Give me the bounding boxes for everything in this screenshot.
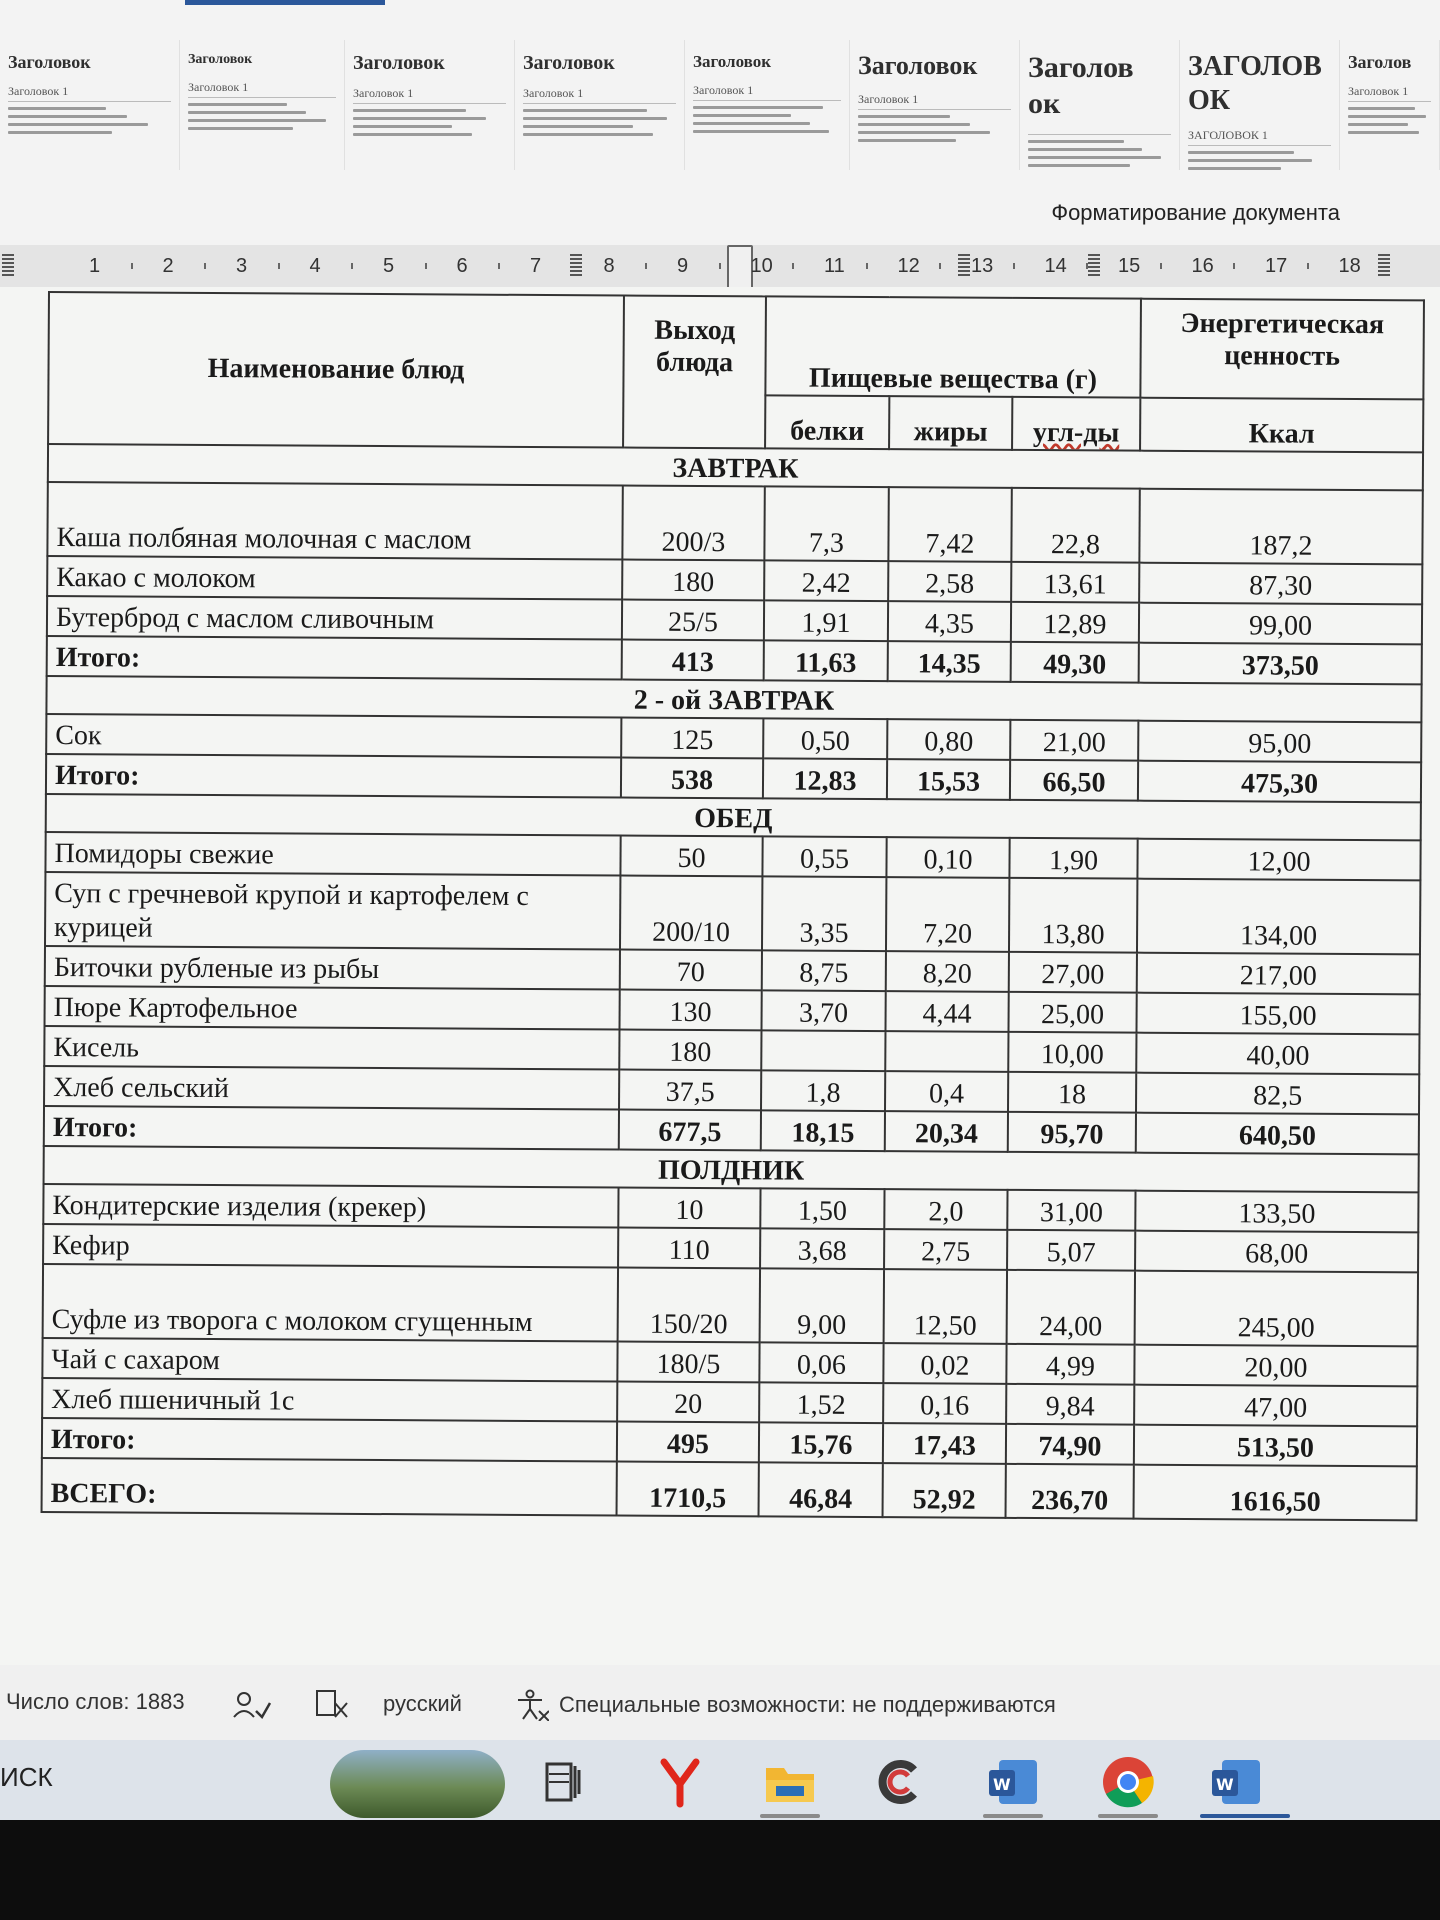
value-cell: 12,89	[1011, 602, 1139, 643]
style-preview-lines	[1348, 107, 1431, 134]
ruler-tick	[719, 263, 721, 269]
table-row	[43, 1264, 1418, 1346]
value-cell: 11,63	[764, 640, 888, 681]
menu-table-body	[42, 444, 1424, 1520]
value-cell: 133,50	[1135, 1191, 1418, 1233]
ruler-number: 7	[530, 255, 542, 277]
ruler-number: 15	[1118, 255, 1141, 277]
value-cell: 99,00	[1139, 603, 1422, 645]
header-protein: белки	[765, 395, 889, 449]
total-row	[42, 1458, 1417, 1520]
value-cell: 8,20	[886, 951, 1009, 992]
value-cell: 5,07	[1007, 1230, 1135, 1271]
horizontal-ruler[interactable]	[0, 245, 1440, 288]
value-cell: 13,61	[1011, 562, 1139, 603]
task-view-icon[interactable]	[535, 1754, 591, 1810]
language-label: русский	[383, 1691, 462, 1716]
value-cell: 2,42	[764, 560, 888, 601]
value-cell: 4,44	[885, 991, 1008, 1032]
word-running-indicator	[983, 1814, 1043, 1818]
ruler-column-marker[interactable]	[2, 254, 14, 276]
ruler-number: 12	[897, 255, 920, 277]
dish-name-cell: Чай с сахаром	[42, 1338, 617, 1382]
value-cell: 9,00	[760, 1268, 884, 1343]
value-cell: 1710,5	[617, 1461, 759, 1516]
value-cell: 66,50	[1010, 760, 1138, 801]
value-cell: 495	[617, 1421, 759, 1462]
value-cell: 150/20	[618, 1268, 760, 1343]
language-status[interactable]	[315, 1689, 462, 1719]
style-subheading: Заголовок 1	[693, 83, 841, 101]
value-cell: 0,50	[763, 718, 887, 759]
header-energy: Энергетическая ценность	[1140, 299, 1424, 399]
value-cell: 7,42	[888, 487, 1011, 562]
value-cell: 513,50	[1134, 1425, 1417, 1467]
section-title: 2 - ой ЗАВТРАК	[46, 676, 1421, 722]
word-count[interactable]	[6, 1689, 185, 1715]
ruler-tick	[278, 263, 280, 269]
value-cell: 2,75	[884, 1229, 1007, 1270]
ruler-tick	[939, 263, 941, 269]
value-cell: 20,00	[1134, 1345, 1417, 1387]
value-cell: 3,68	[760, 1228, 884, 1269]
document-formatting-label[interactable]: Форматирование документа	[1051, 200, 1340, 225]
style-heading: Заголовок	[523, 52, 615, 74]
style-heading: ЗАГОЛОВ ОК	[1188, 51, 1322, 116]
dish-name-cell: Каша полбяная молочная с маслом	[47, 482, 622, 560]
value-cell: 134,00	[1137, 879, 1420, 955]
header-dish-name: Наименование блюд	[48, 292, 624, 448]
search-highlight-image[interactable]	[330, 1750, 505, 1818]
ruler-number: 10	[750, 255, 773, 277]
ruler-tick	[792, 263, 794, 269]
ruler-number: 17	[1265, 255, 1288, 277]
style-preview-lines	[693, 106, 841, 133]
taskbar-search-box[interactable]	[0, 1762, 53, 1793]
section-title: ПОЛДНИК	[44, 1146, 1419, 1192]
dish-name-cell: Суп с гречневой крупой и картофелем с курицей	[45, 872, 620, 950]
ruler-tick	[1307, 263, 1309, 269]
value-cell: 155,00	[1137, 993, 1420, 1035]
active-tab-indicator	[185, 0, 385, 5]
value-cell: 180	[619, 1030, 761, 1071]
ruler-tick	[425, 263, 427, 269]
dish-name-cell: ВСЕГО:	[42, 1458, 617, 1516]
value-cell: 82,5	[1136, 1073, 1419, 1115]
value-cell: 74,90	[1006, 1424, 1134, 1465]
monitor-bezel	[0, 1820, 1440, 1920]
style-subheading: Заголовок 1	[858, 92, 1011, 110]
style-subheading: Заголовок 1	[523, 86, 676, 104]
ruler-tick	[866, 263, 868, 269]
style-heading: Заголовок	[353, 52, 445, 74]
header-carbs	[1012, 397, 1140, 451]
word-icon-active[interactable]	[1208, 1754, 1264, 1810]
value-cell: 0,06	[759, 1342, 883, 1383]
style-preview-lines	[188, 103, 336, 130]
word-active-indicator	[1200, 1814, 1290, 1818]
value-cell: 10	[618, 1188, 760, 1229]
value-cell: 217,00	[1137, 953, 1420, 995]
style-heading: Заголовок	[693, 52, 772, 71]
value-cell: 1,8	[761, 1070, 885, 1111]
style-subheading: ЗАГОЛОВОК 1	[1188, 128, 1331, 146]
value-cell: 413	[622, 640, 764, 681]
svg-text:W: W	[1216, 1775, 1234, 1794]
style-subheading	[1028, 132, 1171, 135]
ruler-tick	[1160, 263, 1162, 269]
dish-name-cell: Кисель	[44, 1026, 619, 1070]
menu-table	[41, 291, 1425, 1521]
ruler-tick	[204, 263, 206, 269]
value-cell: 2,0	[884, 1189, 1007, 1230]
value-cell: 52,92	[883, 1463, 1006, 1518]
value-cell: 1,50	[760, 1188, 884, 1229]
dish-name-cell: Кефир	[43, 1224, 618, 1268]
value-cell: 677,5	[619, 1110, 761, 1151]
value-cell: 1,91	[764, 600, 888, 641]
style-heading: Заголов	[1348, 52, 1412, 72]
value-cell: 373,50	[1139, 643, 1422, 685]
document-page[interactable]	[0, 287, 1440, 1665]
value-cell: 245,00	[1135, 1271, 1418, 1347]
value-cell: 87,30	[1139, 563, 1422, 605]
value-cell: 15,76	[759, 1422, 883, 1463]
dish-name-cell: Какао с молоком	[47, 556, 622, 600]
value-cell: 40,00	[1136, 1033, 1419, 1075]
value-cell: 22,8	[1011, 488, 1139, 563]
style-card-7[interactable]	[1180, 40, 1340, 170]
value-cell: 1,90	[1009, 838, 1137, 879]
value-cell: 27,00	[1009, 952, 1137, 993]
header-yield: Выход блюда	[623, 296, 766, 449]
value-cell: 50	[620, 836, 762, 877]
style-card-5[interactable]	[850, 40, 1020, 170]
value-cell: 1616,50	[1134, 1465, 1417, 1521]
section-title: ОБЕД	[46, 794, 1421, 840]
value-cell: 21,00	[1010, 720, 1138, 761]
value-cell: 13,80	[1009, 878, 1137, 953]
accessibility-label: Специальные возможности: не поддерживаются	[559, 1692, 1056, 1717]
value-cell: 200/3	[622, 486, 764, 561]
value-cell: 18,15	[761, 1110, 885, 1151]
style-card-6[interactable]	[1020, 40, 1180, 170]
header-fat: жиры	[889, 396, 1012, 450]
value-cell: 8,75	[762, 950, 886, 991]
value-cell: 10,00	[1008, 1032, 1136, 1073]
value-cell	[761, 1030, 885, 1071]
value-cell: 130	[619, 990, 761, 1031]
value-cell: 24,00	[1007, 1270, 1135, 1345]
value-cell: 15,53	[887, 759, 1010, 800]
style-subheading: Заголовок 1	[1348, 84, 1431, 102]
value-cell: 3,70	[761, 990, 885, 1031]
dish-name-cell: Биточки рубленые из рыбы	[45, 946, 620, 990]
value-cell: 14,35	[888, 641, 1011, 682]
ruler-number: 11	[824, 255, 845, 277]
accessibility-icon	[515, 1689, 549, 1721]
style-card-8[interactable]	[1340, 40, 1440, 170]
value-cell: 2,58	[888, 561, 1011, 602]
ruler-tick	[1233, 263, 1235, 269]
value-cell: 70	[620, 950, 762, 991]
style-preview-lines	[1188, 151, 1331, 170]
accessibility-status[interactable]	[515, 1689, 1056, 1721]
value-cell: 18	[1008, 1072, 1136, 1113]
svg-text:W: W	[993, 1775, 1011, 1794]
dish-name-cell: Помидоры свежие	[45, 832, 620, 876]
value-cell: 640,50	[1136, 1113, 1419, 1155]
style-preview-lines	[1028, 140, 1171, 167]
value-cell: 200/10	[620, 876, 762, 951]
status-bar	[0, 1665, 1440, 1740]
value-cell: 110	[618, 1228, 760, 1269]
ruler-tick	[498, 263, 500, 269]
value-cell: 538	[621, 758, 763, 799]
style-heading: Заголовок	[858, 51, 978, 80]
ccleaner-icon[interactable]	[872, 1754, 928, 1810]
style-heading: Заголовок	[188, 52, 253, 67]
proofing-icon[interactable]	[232, 1689, 272, 1721]
value-cell: 17,43	[883, 1423, 1006, 1464]
dish-name-cell: Хлеб пшеничный 1с	[42, 1378, 617, 1422]
dish-name-cell: Итого:	[42, 1418, 617, 1462]
table-row	[45, 872, 1420, 954]
dish-name-cell: Сок	[46, 714, 621, 758]
yandex-browser-icon[interactable]	[652, 1754, 708, 1810]
chrome-running-indicator	[1098, 1814, 1158, 1818]
style-card-3[interactable]	[515, 40, 685, 170]
style-heading: Заголов ок	[1028, 51, 1134, 120]
style-card-2[interactable]	[345, 40, 515, 170]
value-cell: 125	[621, 718, 763, 759]
value-cell: 9,84	[1006, 1384, 1134, 1425]
ruler-number: 8	[603, 255, 615, 277]
ruler-number: 4	[309, 255, 321, 277]
header-carbs-label: угл-ды	[1032, 417, 1120, 449]
value-cell: 12,00	[1137, 839, 1420, 881]
ribbon	[0, 0, 1440, 246]
ruler-tick	[351, 263, 353, 269]
value-cell: 95,70	[1008, 1112, 1136, 1153]
ruler-tick	[131, 263, 133, 269]
header-nutrients: Пищевые вещества (г)	[765, 296, 1141, 397]
language-icon	[315, 1689, 349, 1719]
value-cell: 12,50	[884, 1269, 1007, 1344]
value-cell: 7,3	[764, 486, 888, 561]
ruler-number: 9	[677, 255, 689, 277]
value-cell: 4,35	[888, 601, 1011, 642]
value-cell: 7,20	[886, 877, 1009, 952]
taskbar	[0, 1740, 1440, 1820]
dish-name-cell: Бутерброд с маслом сливочным	[47, 596, 622, 640]
value-cell: 37,5	[619, 1070, 761, 1111]
value-cell: 0,16	[883, 1383, 1006, 1424]
ruler-column-marker[interactable]	[1088, 254, 1100, 276]
value-cell: 46,84	[759, 1462, 883, 1517]
value-cell: 25,00	[1008, 992, 1136, 1033]
value-cell: 95,00	[1138, 721, 1421, 763]
value-cell: 12,83	[763, 758, 887, 799]
header-kcal: Ккал	[1140, 397, 1423, 452]
dish-name-cell: Итого:	[44, 1106, 619, 1150]
dish-name-cell: Кондитерские изделия (крекер)	[43, 1184, 618, 1228]
ruler-number: 2	[162, 255, 174, 277]
chrome-icon[interactable]	[1100, 1754, 1156, 1810]
value-cell: 47,00	[1134, 1385, 1417, 1427]
dish-name-cell: Суфле из творога с молоком сгущенным	[43, 1264, 618, 1342]
style-heading: Заголовок	[8, 52, 91, 72]
ruler-number: 1	[89, 255, 101, 277]
dish-name-cell: Итого:	[47, 636, 622, 680]
style-preview-lines	[523, 109, 676, 136]
value-cell: 187,2	[1139, 489, 1422, 565]
section-title: ЗАВТРАК	[48, 444, 1423, 490]
value-cell: 0,4	[885, 1071, 1008, 1112]
value-cell: 236,70	[1006, 1464, 1134, 1519]
file-explorer-icon[interactable]	[762, 1754, 818, 1810]
ruler-number: 3	[236, 255, 248, 277]
ruler-tick	[645, 263, 647, 269]
ruler-number: 13	[971, 255, 994, 277]
ruler-column-marker[interactable]	[958, 254, 970, 276]
dish-name-cell: Хлеб сельский	[44, 1066, 619, 1110]
value-cell: 31,00	[1007, 1190, 1135, 1231]
value-cell: 4,99	[1006, 1344, 1134, 1385]
style-card-4[interactable]	[685, 40, 850, 170]
value-cell: 0,02	[883, 1343, 1006, 1384]
dish-name-cell: Пюре Картофельное	[45, 986, 620, 1030]
ruler-number: 18	[1338, 255, 1361, 277]
value-cell: 0,55	[762, 836, 886, 877]
word-icon[interactable]	[985, 1754, 1041, 1810]
value-cell: 68,00	[1135, 1231, 1418, 1273]
ruler-number: 6	[456, 255, 468, 277]
dish-name-cell: Итого:	[46, 754, 621, 798]
styles-gallery[interactable]	[0, 40, 1440, 180]
value-cell: 25/5	[622, 600, 764, 641]
style-subheading: Заголовок 1	[353, 86, 506, 104]
value-cell: 0,80	[887, 719, 1010, 760]
value-cell: 49,30	[1011, 642, 1139, 683]
ruler-number: 16	[1191, 255, 1214, 277]
value-cell: 20,34	[885, 1111, 1008, 1152]
value-cell	[885, 1031, 1008, 1072]
value-cell: 180	[622, 560, 764, 601]
value-cell: 0,10	[886, 837, 1009, 878]
style-card-0[interactable]	[0, 40, 180, 170]
value-cell: 20	[617, 1381, 759, 1422]
ruler-tick	[1013, 263, 1015, 269]
table-row	[47, 482, 1422, 564]
ruler-number: 14	[1044, 255, 1067, 277]
value-cell: 3,35	[762, 876, 886, 951]
style-subheading: Заголовок 1	[188, 80, 336, 98]
value-cell: 180/5	[617, 1341, 759, 1382]
style-subheading: Заголовок 1	[8, 84, 171, 102]
style-preview-lines	[353, 109, 506, 136]
explorer-running-indicator	[760, 1814, 820, 1818]
ruler-number: 5	[383, 255, 395, 277]
ruler-column-marker[interactable]	[570, 254, 582, 276]
search-box-label: ИСК	[0, 1762, 53, 1792]
value-cell: 1,52	[759, 1382, 883, 1423]
style-preview-lines	[8, 107, 171, 134]
ruler-column-marker[interactable]	[1378, 254, 1390, 276]
value-cell: 475,30	[1138, 761, 1421, 803]
word-count-label: Число слов: 1883	[6, 1689, 185, 1714]
style-preview-lines	[858, 115, 1011, 142]
style-card-1[interactable]	[180, 40, 345, 170]
